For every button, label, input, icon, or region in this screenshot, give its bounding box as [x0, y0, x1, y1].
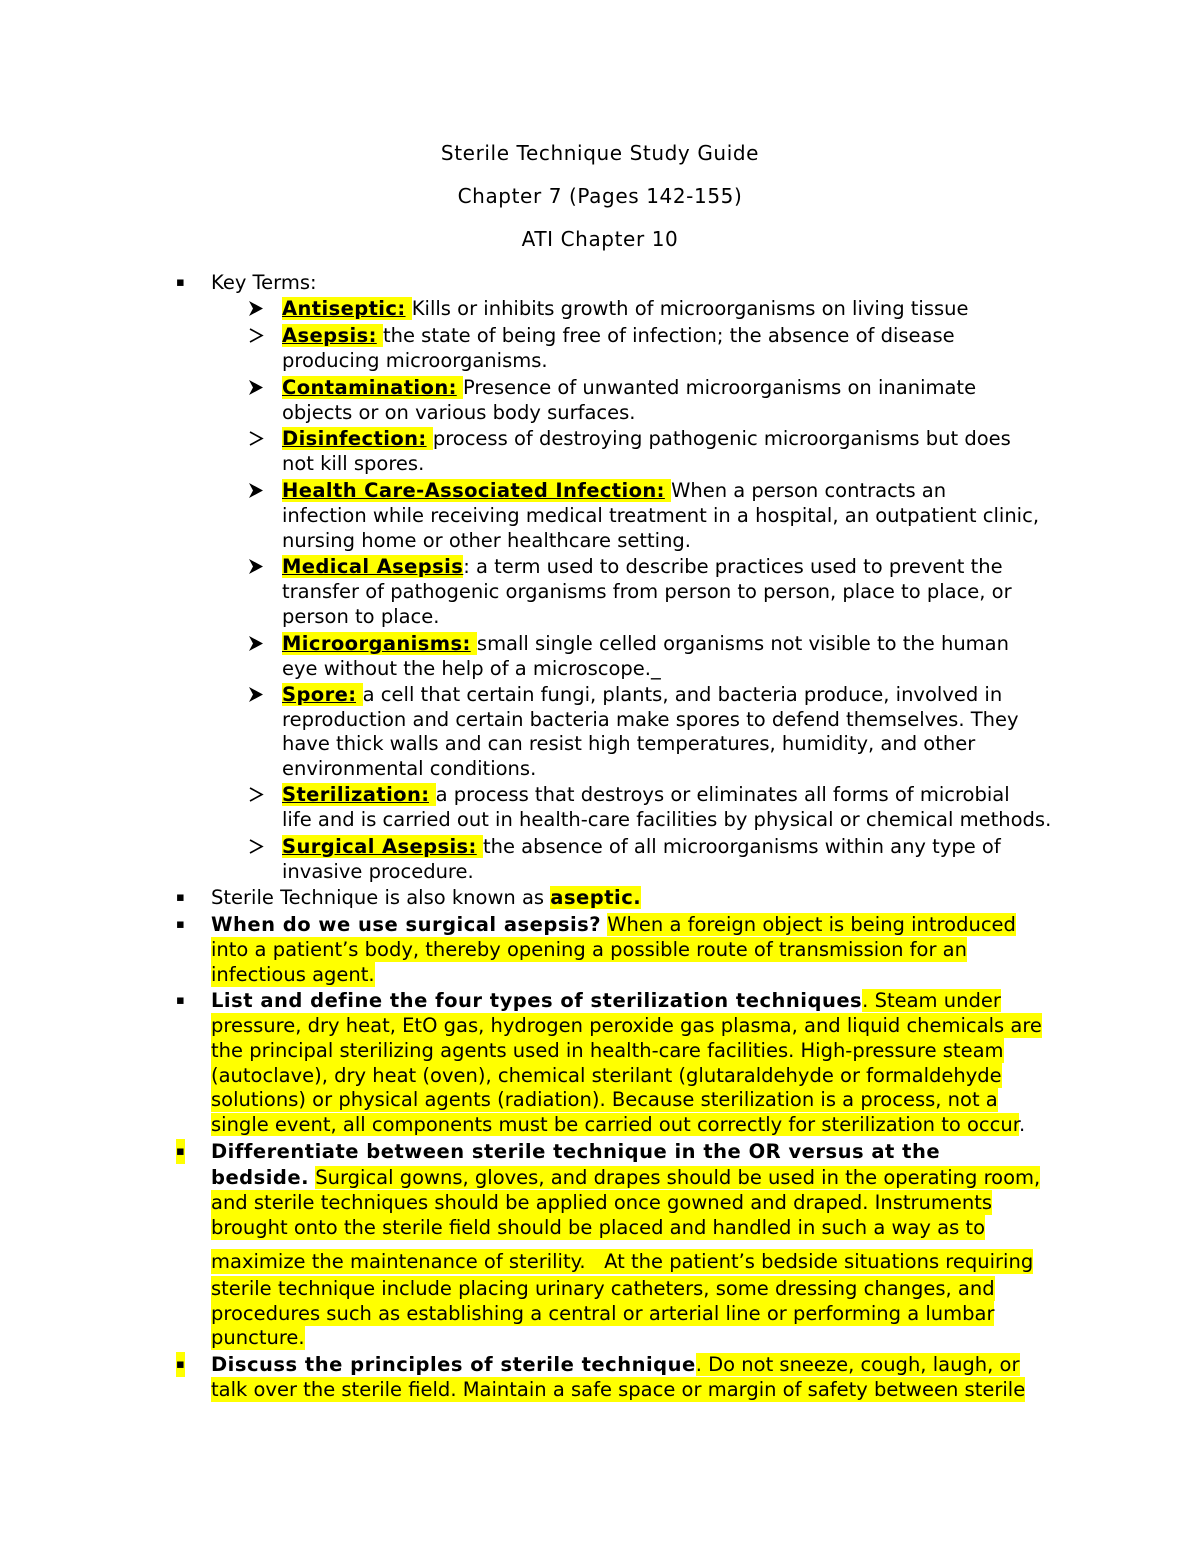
- term-label: Surgical Asepsis:: [282, 835, 477, 858]
- bullet-square: ▪: [176, 917, 185, 932]
- question-principles: [211, 1352, 1020, 1377]
- document-title: Sterile Technique Study Guide: [440, 141, 760, 165]
- question-when: [211, 912, 1016, 937]
- term-item: [282, 375, 976, 400]
- term-definition-line: transfer of pathogenic organisms from person to person, place to place, or: [282, 580, 1012, 603]
- answer-period: .: [1018, 1113, 1026, 1136]
- answer-line: and sterile techniques should be applied once gowned and draped. Instruments: [211, 1191, 993, 1214]
- bullet-square: ▪: [176, 1139, 185, 1164]
- arrow-bullet-icon: [247, 631, 265, 656]
- term-label: Asepsis:: [282, 324, 377, 347]
- term-definition-line: eye without the help of a microscope._: [282, 657, 661, 680]
- answer-line: brought onto the sterile field should be placed and handled in such a way as to: [211, 1216, 986, 1239]
- answer-text: When a foreign object is being introduced: [607, 913, 1016, 936]
- answer-line: puncture.: [211, 1326, 305, 1349]
- term-item: [282, 631, 1009, 656]
- answer-line: (autoclave), dry heat (oven), chemical sterilant (glutaraldehyde or formaldehyde: [211, 1064, 1002, 1087]
- term-definition: small single celled organisms not visible to the human: [476, 632, 1009, 655]
- term-item: [282, 478, 946, 503]
- term-label: Contamination:: [282, 376, 457, 399]
- aseptic-highlight: aseptic.: [550, 886, 642, 909]
- answer-text: single event, all components must be carried out correctly for sterilization to occur: [211, 1113, 1019, 1136]
- answer-line: the principal sterilizing agents used in health-care facilities. High-pressure steam: [211, 1039, 1004, 1062]
- term-definition: Presence of unwanted microorganisms on inanimate: [463, 376, 977, 399]
- aseptic-line: [211, 885, 641, 910]
- term-definition-line: invasive procedure.: [282, 860, 474, 883]
- term-label: Health Care-Associated Infection:: [282, 479, 665, 502]
- term-label: Sterilization:: [282, 783, 430, 806]
- aseptic-text: Sterile Technique is also known as: [211, 886, 551, 909]
- term-definition-line: reproduction and certain bacteria make spores to defend themselves. They: [282, 708, 1019, 731]
- question-differentiate: Differentiate between sterile technique in the OR versus at the: [211, 1140, 941, 1163]
- term-item: [282, 323, 955, 348]
- question-text: List and define the four types of sterilization techniques: [211, 989, 863, 1012]
- term-item: [282, 296, 969, 321]
- term-label: Microorganisms:: [282, 632, 471, 655]
- answer-line: [211, 1165, 1040, 1190]
- term-label: Disinfection:: [282, 427, 427, 450]
- term-definition-line: environmental conditions.: [282, 757, 537, 780]
- term-definition-line: nursing home or other healthcare setting.: [282, 529, 692, 552]
- term-item: [282, 682, 1002, 707]
- term-definition-line: objects or on various body surfaces.: [282, 401, 636, 424]
- question-text: bedside.: [211, 1166, 310, 1189]
- term-label: Medical Asepsis: [282, 555, 464, 578]
- arrow-bullet-icon: [247, 296, 265, 321]
- term-definition-line: life and is carried out in health-care facilities by physical or chemical methods.: [282, 808, 1052, 831]
- term-definition: Kills or inhibits growth of microorganisms on living tissue: [411, 297, 969, 320]
- answer-line: solutions) or physical agents (radiation). Because sterilization is a process, not a: [211, 1088, 998, 1111]
- answer-line: into a patient’s body, thereby opening a possible route of transmission for an: [211, 938, 967, 961]
- arrow-bullet-icon: [247, 478, 265, 503]
- arrow-bullet-icon: [247, 782, 265, 807]
- term-definition: the state of being free of infection; the absence of disease: [382, 324, 955, 347]
- term-definition-line: person to place.: [282, 605, 440, 628]
- answer-text: . Do not sneeze, cough, laugh, or: [695, 1353, 1020, 1376]
- question-text: Discuss the principles of sterile technique: [211, 1353, 696, 1376]
- arrow-bullet-icon: [247, 834, 265, 859]
- chapter-heading: Chapter 7 (Pages 142-155): [457, 184, 743, 208]
- term-item: [282, 782, 1010, 807]
- term-item: [282, 554, 1003, 579]
- term-label: Spore:: [282, 683, 357, 706]
- term-definition: the absence of all microorganisms within any type of: [482, 835, 1001, 858]
- arrow-bullet-icon: [247, 682, 265, 707]
- question-text: When do we use surgical asepsis?: [211, 913, 602, 936]
- term-item: [282, 426, 1011, 451]
- bullet-square: ▪: [176, 890, 185, 905]
- answer-line: infectious agent.: [211, 963, 375, 986]
- arrow-bullet-icon: [247, 426, 265, 451]
- answer-line: [211, 1112, 1025, 1137]
- term-label: Antiseptic:: [282, 297, 406, 320]
- answer-line: sterile technique include placing urinary catheters, some dressing changes, and: [211, 1277, 995, 1300]
- answer-text: . Steam under: [862, 989, 1001, 1012]
- term-definition-line: producing microorganisms.: [282, 349, 548, 372]
- answer-line: pressure, dry heat, EtO gas, hydrogen peroxide gas plasma, and liquid chemicals are: [211, 1014, 1042, 1037]
- question-list: [211, 988, 1001, 1013]
- answer-text: Surgical gowns, gloves, and drapes should be used in the operating room,: [315, 1166, 1041, 1189]
- arrow-bullet-icon: [247, 323, 265, 348]
- answer-line: talk over the sterile field. Maintain a safe space or margin of safety between sterile: [211, 1378, 1026, 1401]
- term-item: [282, 834, 1001, 859]
- term-definition: a cell that certain fungi, plants, and bacteria produce, involved in: [362, 683, 1003, 706]
- ati-heading: ATI Chapter 10: [521, 227, 679, 251]
- term-definition-line: have thick walls and can resist high temperatures, humidity, and other: [282, 732, 976, 755]
- bullet-square: ▪: [176, 275, 185, 290]
- bullet-square: ▪: [176, 993, 185, 1008]
- bullet-square: ▪: [176, 1352, 185, 1377]
- key-terms-label: Key Terms:: [211, 271, 317, 294]
- term-definition: process of destroying pathogenic microorganisms but does: [432, 427, 1011, 450]
- answer-line: maximize the maintenance of sterility. At the patient’s bedside situations requiring: [211, 1250, 1034, 1273]
- arrow-bullet-icon: [247, 375, 265, 400]
- term-definition: When a person contracts an: [671, 479, 947, 502]
- term-definition: a process that destroys or eliminates all forms of microbial: [435, 783, 1010, 806]
- term-definition-line: infection while receiving medical treatment in a hospital, an outpatient clinic,: [282, 504, 1040, 527]
- arrow-bullet-icon: [247, 554, 265, 579]
- term-definition-line: not kill spores.: [282, 452, 425, 475]
- answer-line: procedures such as establishing a central or arterial line or performing a lumbar: [211, 1302, 995, 1325]
- term-definition: : a term used to describe practices used to prevent the: [463, 555, 1003, 578]
